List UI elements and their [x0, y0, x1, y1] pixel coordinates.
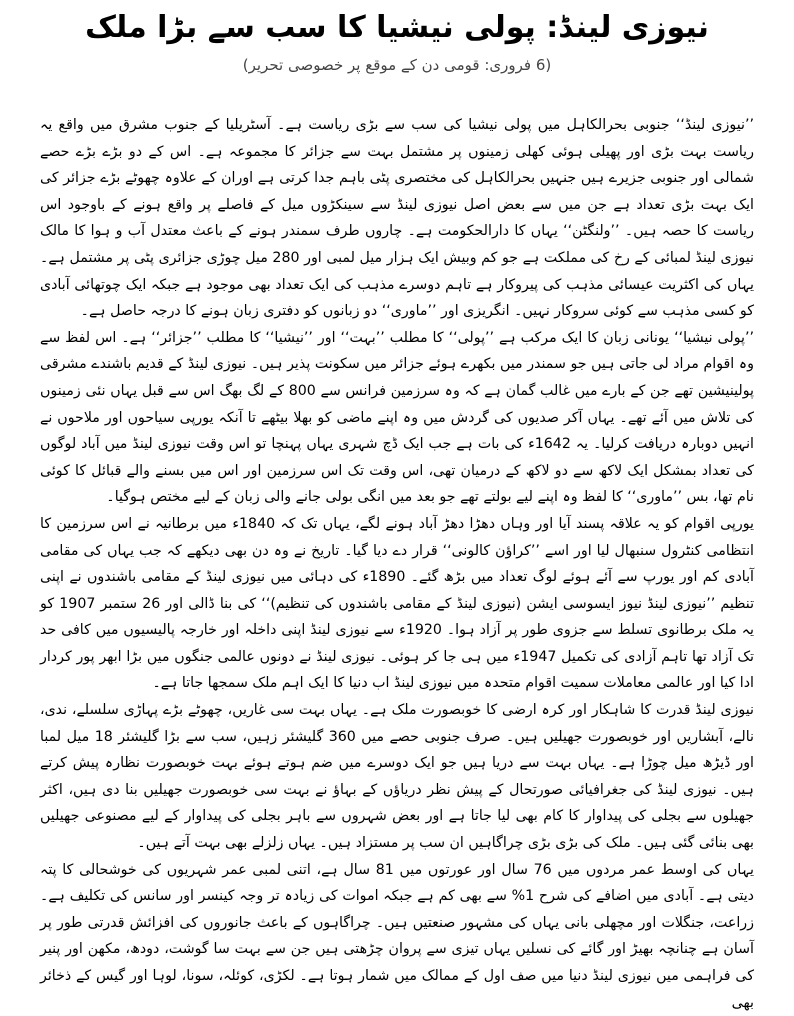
- article-title: نیوزی لینڈ: پولی نیشیا کا سب سے بڑا ملک: [85, 10, 709, 45]
- article-subtitle: (6 فروری: قومی دن کے موقع پر خصوصی تحریر): [242, 56, 552, 74]
- paragraph-intro: ’’نیوزی لینڈ‘‘ جنوبی بحرالکاہل میں پولی نیشیا کی سب سے بڑی ریاست ہے۔ آسٹریلیا کے جنوب مشرق میں واقع یہ ریاست بہت بڑی اور پھیلی ہوئی کھلی زمینوں پر مشتمل بہت سے جزائر کا مجموعہ ہے۔ اس کے دو بڑے بڑے حصے شمالی اور جنوبی جزیرے ہیں جنہیں بحرالکاہل کی مختصری پٹی باہم جدا کرتی ہے اوران کے علاوہ چھوٹے بڑے جزائر کی ایک بہت بڑی تعداد ہے جن میں سے بعض اصل نیوزی لینڈ سے سینکڑوں میل کے فاصلے پر واقع ہونے کے باوجود اس ریاست کا حصہ ہیں۔ ’’ولنگٹن‘‘ یہاں کا دارالحکومت ہے۔ چاروں طرف سمندر ہونے کے باعث معتدل آب و ہوا کا مالک نیوزی لینڈ لمبائی کے رخ کی مملکت ہے جو کم وبیش ایک ہزار میل لمبی اور 280 میل چوڑی جزائری پٹی پر مشتمل ہے۔ یہاں کی اکثریت عیسائی مذہب کی پیروکار ہے تاہم دوسرے مذہب کی ایک تعداد بھی موجود ہے جبکہ ایک چوتھائی آبادی کو کسی مذہب سے کوئی سروکار نہیں۔ انگریزی اور ’’ماوری‘‘ دو زبانوں کو دفتری زبان ہونے کا درجہ حاصل ہے۔: [40, 117, 754, 320]
- paragraph-geography: نیوزی لینڈ قدرت کا شاہکار اور کرہ ارضی کا خوبصورت ملک ہے۔ یہاں بہت سی غاریں، چھوٹے بڑے پہاڑی سلسلے، ندی، نالے، آبشاریں اور خوبصورت جھیلیں ہیں۔ صرف جنوبی حصے میں 360 گلیشئر زہیں، سب سے بڑا گلیشئر 18 میل لمبا اور ڈیڑھ میل چوڑا ہے۔ یہاں بہت سے دریا ہیں جو ایک دوسرے میں ضم ہوتے ہوئے بہت خوبصورت نظارہ پیش کرتے ہیں۔ نیوزی لینڈ کی جغرافیائی صورتحال کے پیش نظر دریاؤں کے بہاؤ نے بہت سی خوبصورت جھیلیں بنا دی ہیں، اکثر جھیلوں سے بجلی کی پیداوار کا کام بھی لیا جاتا ہے اور بعض شہروں سے باہر بجلی کی پیداوار کے لیے مصنوعی جھیلیں بھی بنائی گئی ہیں۔ ملک کی بڑی بڑی چراگاہیں ان سب پر مستزاد ہیں۔ یہاں زلزلے بھی بہت آتے ہیں۔: [40, 702, 754, 852]
- article-body: [40, 112, 755, 1011]
- paragraph-economy: یہاں کی اوسط عمر مردوں میں 76 سال اور عورتوں میں 81 سال ہے، اتنی لمبی عمر شہریوں کی خوشحالی کا پتہ دیتی ہے۔ آبادی میں اضافے کی شرح 1% سے بھی کم ہے جبکہ اموات کی زیادہ تر وجہ کینسر اور سانس کی تکلیف ہے۔ زراعت، جنگلات اور مچھلی بانی یہاں کی مشہور صنعتیں ہیں۔ چراگاہوں کے باعث جانوروں کی افزائش قدرتی طور پر آسان ہے چنانچہ بھیڑ اور گائے کی نسلیں یہاں تیزی سے پروان چڑھتی ہیں جن سے بہت سا گوشت، دودھ، مکھن اور پنیر کی فراہمی میں نیوزی لینڈ دنیا میں صف اول کے ممالک میں شمار ہوتا ہے۔ لکڑی، کوئلہ، سونا، لوہا اور گیس کے ذخائر بھی: [40, 861, 754, 1011]
- paragraph-polynesia: ’’پولی نیشیا‘‘ یونانی زبان کا ایک مرکب ہے ’’پولی‘‘ کا مطلب ’’بہت‘‘ اور ’’نیشیا‘‘ کا مطلب ’’جزائر‘‘ ہے۔ اس لفظ سے وہ اقوام مراد لی جاتی ہیں جو سمندر میں بکھرے ہوئے جزائر میں سکونت پذیر ہیں۔ نیوزی لینڈ کے قدیم باشندے مشرقی پولینیشین تھے جن کے بارے میں غالب گمان ہے کہ وہ سرزمین فرانس سے 800 کے لگ بھگ اس سے قبل یہاں نئی زمینوں کی تلاش میں آئے تھے۔ یہاں آکر صدیوں کی گردش میں وہ اپنے ماضی کو بھلا بیٹھے تا آنکہ یورپی سیاحوں اور ملاحوں نے انہیں دوبارہ دریافت کرلیا۔ یہ 1642ء کی بات ہے جب ایک ڈچ شہری یہاں پہنچا تو اس وقت نیوزی لینڈ میں آباد لوگوں کی تعداد بمشکل ایک لاکھ سے دو لاکھ کے درمیان تھی، اس وقت تک اس سرزمین اور اس میں بسنے والے قبائل کا کوئی نام تھا، بس ’’ماوری‘‘ کا لفظ وہ اپنے لیے بولتے تھے جو بعد میں انگی بولی جانے والی زبان کے لیے مختص ہوگیا۔: [40, 329, 755, 506]
- paragraph-history: یورپی اقوام کو یہ علاقہ پسند آیا اور وہاں دھڑا دھڑ آباد ہونے لگے، یہاں تک کہ 1840ء میں برطانیہ نے اس سرزمین کا انتظامی کنٹرول سنبھال لیا اور اسے ’’کراؤن کالونی‘‘ قرار دے دیا گیا۔ تاریخ نے وہ دن بھی دیکھے کہ جب یہاں کی مقامی آبادی کم اور یورپ سے آئے ہوئے لوگ تعداد میں بڑھ گئے۔ 1890ء کی دہائی میں نیوزی لینڈ کے مقامی باشندوں نے اپنی تنظیم ’’نیوزی لینڈ نیوز ایسوسی ایشن (نیوزی لینڈ کے مقامی باشندوں کی تنظیم)‘‘ کی بنا ڈالی اور 26 ستمبر 1907 کو یہ ملک برطانوی تسلط سے جزوی طور پر آزاد ہوا۔ 1920ء سے نیوزی لینڈ اپنی داخلہ اور خارجہ پالیسیوں میں کافی حد تک آزاد تھا تاہم آزادی کی تکمیل 1947ء میں ہی جا کر ہوئی۔ نیوزی لینڈ نے دونوں عالمی جنگوں میں بڑا ابھر پور کردار ادا کیا اور عالمی معاملات سمیت اقوام متحدہ میں نیوزی لینڈ اب دنیا کا ایک اہم ملک سمجھا جاتا ہے۔: [40, 515, 755, 692]
